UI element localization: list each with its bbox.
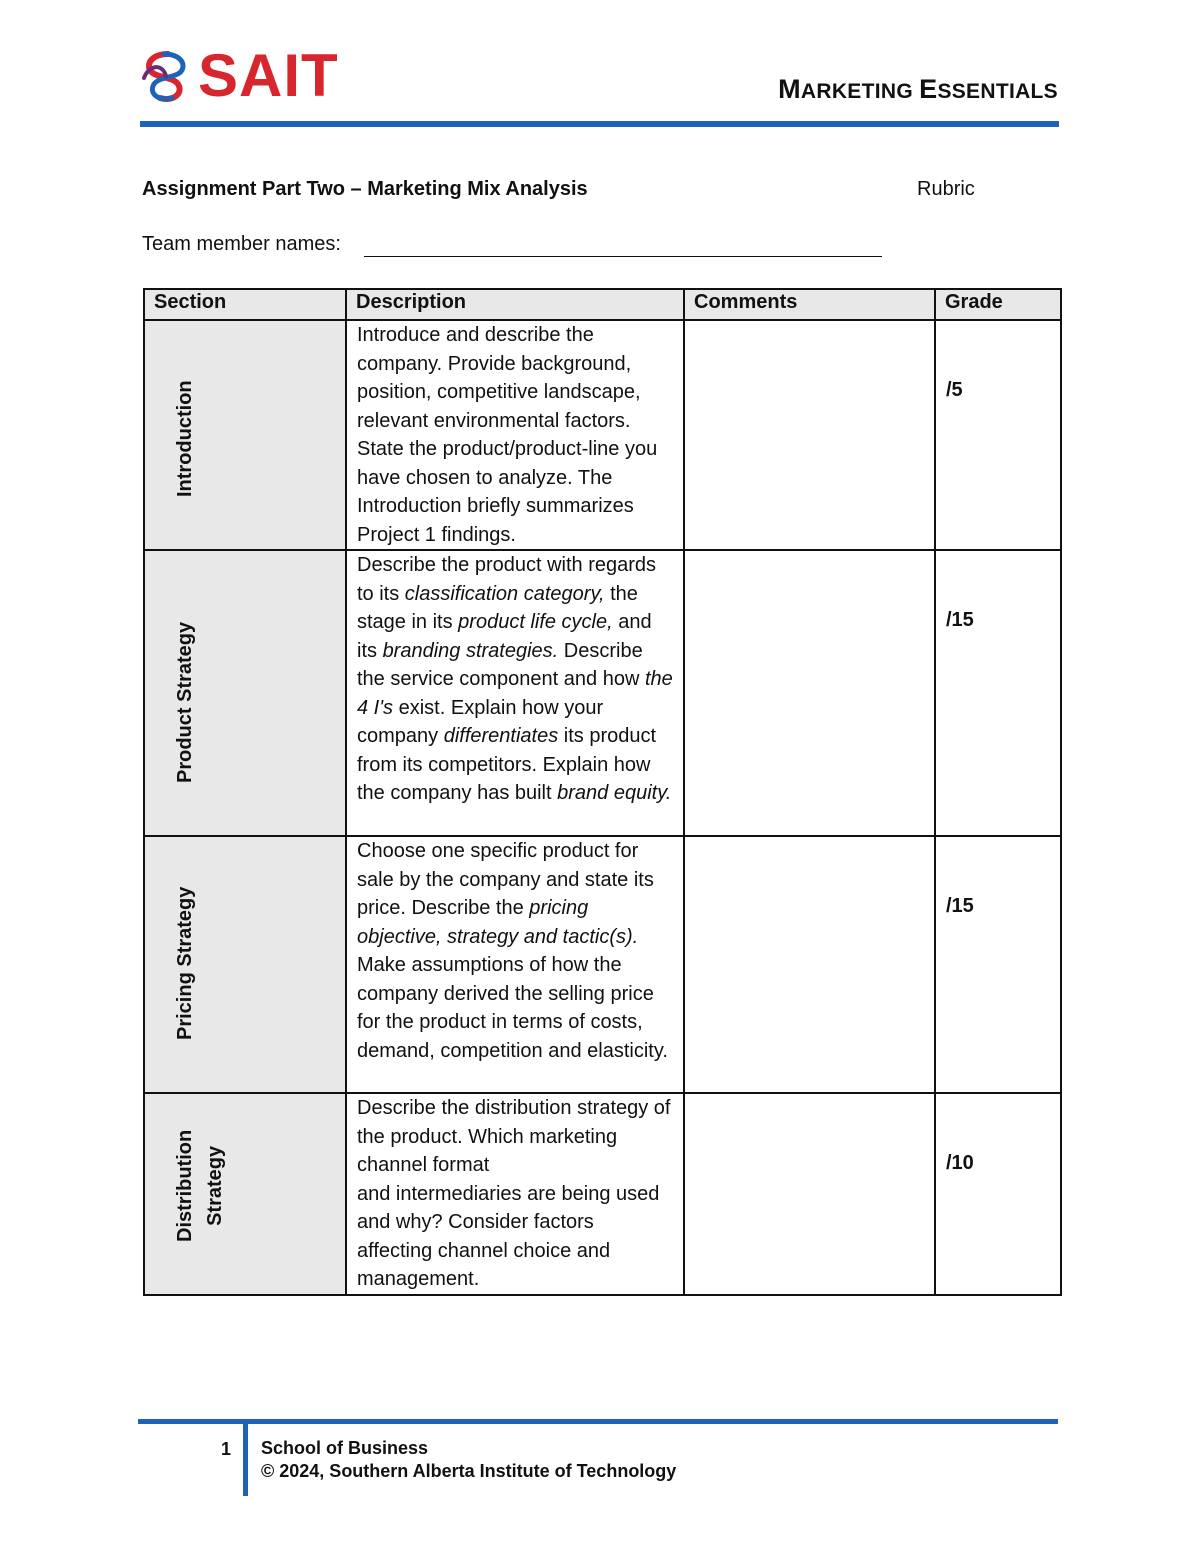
description-text: and intermediaries are being used and why? Consider factors affecting channel choice and management. [357,1182,660,1290]
comments-cell[interactable] [684,320,935,550]
table-header-row [144,289,1061,320]
sait-logo [138,42,339,109]
table-row [144,550,1061,836]
description-text: Describe the product with regards to its [357,554,657,605]
description-text: Describe the distribution strategy of the product. Which marketing channel format [357,1097,671,1176]
footer-school: School of Business [261,1438,429,1458]
sait-emblem-icon [138,48,194,104]
section-label [170,1129,230,1241]
table-row [144,320,1061,550]
description-cell [346,550,684,836]
section-cell [144,836,346,1093]
section-label-line: Product Strategy [174,621,196,783]
description-text: branding strategies. [382,639,559,662]
section-cell [144,1093,346,1295]
section-cell [144,550,346,836]
course-title-initial-2: E [919,74,938,104]
logo-wordmark: SAIT [198,42,339,109]
description-cell [346,320,684,550]
description-text: exist. Explain how your company [357,696,604,747]
course-title [778,74,1058,105]
section-label-line: Pricing Strategy [174,886,196,1040]
comments-cell[interactable] [684,836,935,1093]
description-text: Describe the service component and how [357,639,645,690]
page-number: 1 [221,1439,232,1459]
description-text: pricing objective, strategy and tactic(s). [357,897,639,948]
grade-cell: /15 [935,836,1061,1093]
table-row [144,836,1061,1093]
footer-divider [243,1424,248,1496]
section-label [170,622,200,783]
description-text: and its [357,611,652,662]
course-title-rest-1: ARKETING [800,80,913,103]
section-cell [144,320,346,550]
description-text: Introduce and describe the company. Provide background, position, competitive landscape, relevant environmental factors. State the product/product-line you have chosen to analyze. The Introduction briefly summarizes Project 1 findings. [357,324,658,546]
column-header-description: Description [346,289,684,320]
description-text: differentiates [443,725,559,747]
description-text: brand equity. [557,782,672,804]
description-text: Make assumptions of how the company derived the selling price for the product in terms of costs, demand, competition and elasticity. [357,954,668,1062]
course-title-rest-2: SSENTIALS [937,80,1058,103]
comments-cell[interactable] [684,1093,935,1295]
description-text: product life cycle, [458,611,613,633]
grade-cell: /10 [935,1093,1061,1295]
section-label-line: Introduction [174,380,196,497]
rubric-table [143,288,1062,1296]
column-header-section: Section [144,289,346,320]
table-row [144,1093,1061,1295]
description-text: the stage in its [357,582,638,633]
description-text: classification category, [404,582,605,605]
description-cell [346,1093,684,1295]
section-label [170,380,200,497]
team-names-blank-line [364,256,882,257]
comments-cell[interactable] [684,550,935,836]
assignment-title: Assignment Part Two – Marketing Mix Analysis [142,178,588,200]
description-text: Choose one specific product for sale by the company and state its price. Describe the [357,840,654,919]
course-title-initial-1: M [778,74,801,104]
grade-cell: /5 [935,320,1061,550]
column-header-comments: Comments [684,289,935,320]
footer-copyright: © 2024, Southern Alberta Institute of Technology [261,1461,677,1481]
document-type: Rubric [917,178,975,200]
description-text: its product from its competitors. Explain how the company has built [357,725,657,804]
section-label-line: Distribution [174,1129,196,1242]
footer-rule [138,1419,1058,1424]
team-names-label: Team member names: [142,233,341,255]
grade-cell: /15 [935,550,1061,836]
description-text: the 4 I's [357,668,673,719]
description-cell [346,836,684,1093]
section-label-line: Strategy [204,1145,226,1226]
header-rule [140,121,1059,127]
column-header-grade: Grade [935,289,1061,320]
section-label [170,887,200,1040]
